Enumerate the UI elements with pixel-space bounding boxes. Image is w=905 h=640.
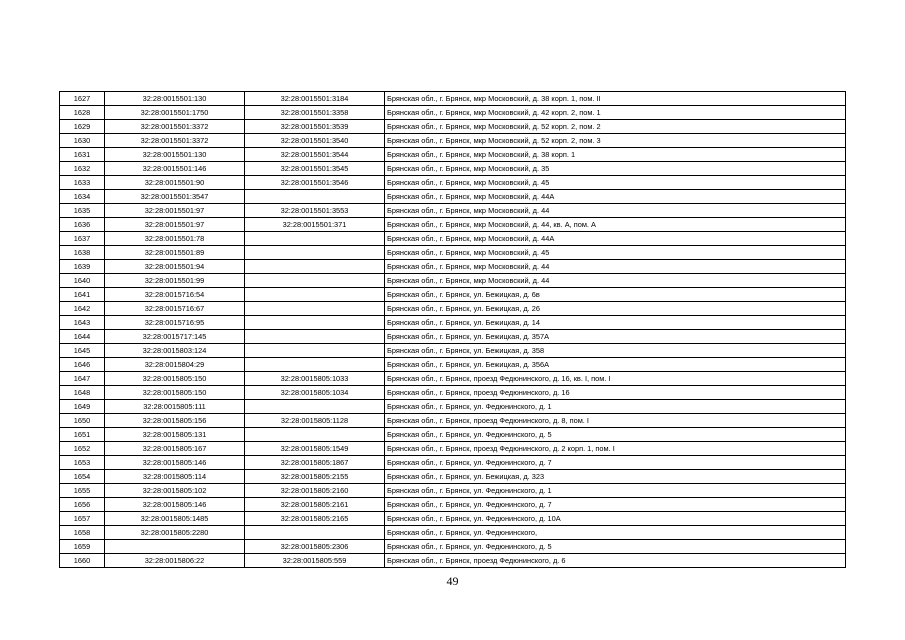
cadastral-number-cell: 32:28:0015501:78 — [105, 232, 245, 246]
table-row — [60, 246, 846, 260]
row-number-cell: 1654 — [60, 470, 105, 484]
cadastral-number-cell: 32:28:0015716:67 — [105, 302, 245, 316]
cadastral-number-cell: 32:28:0015716:95 — [105, 316, 245, 330]
row-number-cell: 1657 — [60, 512, 105, 526]
row-number-cell: 1645 — [60, 344, 105, 358]
cadastral-number-cell: 32:28:0015805:114 — [105, 470, 245, 484]
cadastral-number-cell — [105, 540, 245, 554]
row-number-cell: 1644 — [60, 330, 105, 344]
row-number-cell: 1646 — [60, 358, 105, 372]
address-cell: Брянская обл., г. Брянск, ул. Бежицкая, д. 358 — [385, 344, 846, 358]
row-number-cell: 1658 — [60, 526, 105, 540]
address-cell: Брянская обл., г. Брянск, ул. Бежицкая, д. 14 — [385, 316, 846, 330]
cadastral-number-cell: 32:28:0015805:146 — [105, 456, 245, 470]
linked-cadastral-number-cell — [245, 400, 385, 414]
cadastral-number-cell: 32:28:0015806:22 — [105, 554, 245, 568]
address-cell: Брянская обл., г. Брянск, ул. Бежицкая, д. 323 — [385, 470, 846, 484]
linked-cadastral-number-cell: 32:28:0015805:1549 — [245, 442, 385, 456]
linked-cadastral-number-cell: 32:28:0015805:1034 — [245, 386, 385, 400]
linked-cadastral-number-cell: 32:28:0015805:1033 — [245, 372, 385, 386]
address-cell: Брянская обл., г. Брянск, ул. Федюнинского, д. 10А — [385, 512, 846, 526]
linked-cadastral-number-cell: 32:28:0015501:3546 — [245, 176, 385, 190]
table-row — [60, 428, 846, 442]
linked-cadastral-number-cell — [245, 526, 385, 540]
address-cell: Брянская обл., г. Брянск, мкр Московский, д. 45 — [385, 246, 846, 260]
linked-cadastral-number-cell — [245, 288, 385, 302]
cadastral-number-cell: 32:28:0015805:1485 — [105, 512, 245, 526]
linked-cadastral-number-cell — [245, 232, 385, 246]
row-number-cell: 1651 — [60, 428, 105, 442]
table-row — [60, 232, 846, 246]
cadastral-number-cell: 32:28:0015804:29 — [105, 358, 245, 372]
cadastral-number-cell: 32:28:0015805:131 — [105, 428, 245, 442]
address-cell: Брянская обл., г. Брянск, мкр Московский, д. 52 корп. 2, пом. 2 — [385, 120, 846, 134]
row-number-cell: 1630 — [60, 134, 105, 148]
address-cell: Брянская обл., г. Брянск, ул. Федюнинского, — [385, 526, 846, 540]
address-cell: Брянская обл., г. Брянск, проезд Федюнинского, д. 2 корп. 1, пом. I — [385, 442, 846, 456]
table-row — [60, 260, 846, 274]
cadastral-number-cell: 32:28:0015805:150 — [105, 372, 245, 386]
table-row — [60, 162, 846, 176]
address-cell: Брянская обл., г. Брянск, ул. Федюнинского, д. 1 — [385, 400, 846, 414]
linked-cadastral-number-cell — [245, 358, 385, 372]
address-cell: Брянская обл., г. Брянск, ул. Федюнинского, д. 5 — [385, 540, 846, 554]
table-row — [60, 190, 846, 204]
address-cell: Брянская обл., г. Брянск, проезд Федюнинского, д. 16 — [385, 386, 846, 400]
table-row — [60, 344, 846, 358]
row-number-cell: 1640 — [60, 274, 105, 288]
address-cell: Брянская обл., г. Брянск, ул. Бежицкая, д. 357А — [385, 330, 846, 344]
linked-cadastral-number-cell: 32:28:0015501:3539 — [245, 120, 385, 134]
linked-cadastral-number-cell — [245, 330, 385, 344]
cadastral-number-cell: 32:28:0015501:97 — [105, 218, 245, 232]
row-number-cell: 1628 — [60, 106, 105, 120]
address-cell: Брянская обл., г. Брянск, мкр Московский, д. 44 — [385, 274, 846, 288]
linked-cadastral-number-cell: 32:28:0015805:2306 — [245, 540, 385, 554]
address-cell: Брянская обл., г. Брянск, ул. Бежицкая, д. 356А — [385, 358, 846, 372]
table-row — [60, 540, 846, 554]
linked-cadastral-number-cell — [245, 316, 385, 330]
row-number-cell: 1639 — [60, 260, 105, 274]
table-row — [60, 414, 846, 428]
linked-cadastral-number-cell — [245, 260, 385, 274]
table-row — [60, 386, 846, 400]
address-cell: Брянская обл., г. Брянск, мкр Московский, д. 35 — [385, 162, 846, 176]
cadastral-number-cell: 32:28:0015805:167 — [105, 442, 245, 456]
row-number-cell: 1634 — [60, 190, 105, 204]
cadastral-number-cell: 32:28:0015501:3547 — [105, 190, 245, 204]
cadastral-number-cell: 32:28:0015803:124 — [105, 344, 245, 358]
table-row — [60, 288, 846, 302]
address-cell: Брянская обл., г. Брянск, мкр Московский, д. 42 корп. 2, пом. 1 — [385, 106, 846, 120]
table-row — [60, 372, 846, 386]
cadastral-number-cell: 32:28:0015501:89 — [105, 246, 245, 260]
page-number: 49 — [446, 574, 459, 588]
cadastral-number-cell: 32:28:0015805:102 — [105, 484, 245, 498]
linked-cadastral-number-cell: 32:28:0015501:3545 — [245, 162, 385, 176]
table-row — [60, 274, 846, 288]
row-number-cell: 1660 — [60, 554, 105, 568]
row-number-cell: 1629 — [60, 120, 105, 134]
row-number-cell: 1638 — [60, 246, 105, 260]
linked-cadastral-number-cell: 32:28:0015805:2165 — [245, 512, 385, 526]
address-cell: Брянская обл., г. Брянск, проезд Федюнинского, д. 8, пом. I — [385, 414, 846, 428]
table-row — [60, 512, 846, 526]
linked-cadastral-number-cell: 32:28:0015501:3544 — [245, 148, 385, 162]
linked-cadastral-number-cell — [245, 428, 385, 442]
row-number-cell: 1642 — [60, 302, 105, 316]
linked-cadastral-number-cell — [245, 274, 385, 288]
address-cell: Брянская обл., г. Брянск, ул. Бежицкая, д. 6в — [385, 288, 846, 302]
row-number-cell: 1643 — [60, 316, 105, 330]
linked-cadastral-number-cell: 32:28:0015805:559 — [245, 554, 385, 568]
linked-cadastral-number-cell: 32:28:0015805:2161 — [245, 498, 385, 512]
row-number-cell: 1650 — [60, 414, 105, 428]
table-row — [60, 106, 846, 120]
row-number-cell: 1655 — [60, 484, 105, 498]
address-cell: Брянская обл., г. Брянск, мкр Московский, д. 52 корп. 2, пом. 3 — [385, 134, 846, 148]
linked-cadastral-number-cell: 32:28:0015501:3358 — [245, 106, 385, 120]
table-row — [60, 148, 846, 162]
address-cell: Брянская обл., г. Брянск, ул. Федюнинского, д. 1 — [385, 484, 846, 498]
row-number-cell: 1656 — [60, 498, 105, 512]
cadastral-number-cell: 32:28:0015501:3372 — [105, 120, 245, 134]
table-row — [60, 134, 846, 148]
address-cell: Брянская обл., г. Брянск, мкр Московский, д. 44 — [385, 260, 846, 274]
address-cell: Брянская обл., г. Брянск, мкр Московский, д. 44А — [385, 232, 846, 246]
table-row — [60, 316, 846, 330]
table-row — [60, 218, 846, 232]
table-row — [60, 176, 846, 190]
cadastral-number-cell: 32:28:0015501:3372 — [105, 134, 245, 148]
table-row — [60, 302, 846, 316]
linked-cadastral-number-cell: 32:28:0015805:2155 — [245, 470, 385, 484]
table-row — [60, 498, 846, 512]
table-row — [60, 400, 846, 414]
address-cell: Брянская обл., г. Брянск, мкр Московский, д. 45 — [385, 176, 846, 190]
row-number-cell: 1633 — [60, 176, 105, 190]
address-cell: Брянская обл., г. Брянск, мкр Московский, д. 44 — [385, 204, 846, 218]
linked-cadastral-number-cell: 32:28:0015805:2160 — [245, 484, 385, 498]
row-number-cell: 1636 — [60, 218, 105, 232]
row-number-cell: 1649 — [60, 400, 105, 414]
linked-cadastral-number-cell: 32:28:0015501:3553 — [245, 204, 385, 218]
cadastral-number-cell: 32:28:0015501:99 — [105, 274, 245, 288]
table-row — [60, 330, 846, 344]
cadastral-number-cell: 32:28:0015805:146 — [105, 498, 245, 512]
table-row — [60, 526, 846, 540]
cadastral-number-cell: 32:28:0015501:97 — [105, 204, 245, 218]
cadastral-number-cell: 32:28:0015501:1750 — [105, 106, 245, 120]
registry-table — [59, 91, 846, 568]
row-number-cell: 1647 — [60, 372, 105, 386]
table-row — [60, 442, 846, 456]
cadastral-number-cell: 32:28:0015501:130 — [105, 148, 245, 162]
table-row — [60, 554, 846, 568]
cadastral-number-cell: 32:28:0015501:94 — [105, 260, 245, 274]
linked-cadastral-number-cell — [245, 190, 385, 204]
cadastral-number-cell: 32:28:0015805:150 — [105, 386, 245, 400]
row-number-cell: 1653 — [60, 456, 105, 470]
row-number-cell: 1652 — [60, 442, 105, 456]
row-number-cell: 1627 — [60, 92, 105, 106]
address-cell: Брянская обл., г. Брянск, ул. Федюнинского, д. 7 — [385, 456, 846, 470]
cadastral-number-cell: 32:28:0015805:156 — [105, 414, 245, 428]
row-number-cell: 1637 — [60, 232, 105, 246]
table-row — [60, 204, 846, 218]
address-cell: Брянская обл., г. Брянск, проезд Федюнинского, д. 16, кв. I, пом. I — [385, 372, 846, 386]
cadastral-number-cell: 32:28:0015805:2280 — [105, 526, 245, 540]
linked-cadastral-number-cell: 32:28:0015501:3184 — [245, 92, 385, 106]
address-cell: Брянская обл., г. Брянск, мкр Московский, д. 44А — [385, 190, 846, 204]
linked-cadastral-number-cell: 32:28:0015805:1128 — [245, 414, 385, 428]
linked-cadastral-number-cell — [245, 246, 385, 260]
linked-cadastral-number-cell — [245, 302, 385, 316]
cadastral-number-cell: 32:28:0015501:130 — [105, 92, 245, 106]
cadastral-number-cell: 32:28:0015805:111 — [105, 400, 245, 414]
address-cell: Брянская обл., г. Брянск, мкр Московский, д. 38 корп. 1 — [385, 148, 846, 162]
table-row — [60, 358, 846, 372]
row-number-cell: 1632 — [60, 162, 105, 176]
cadastral-number-cell: 32:28:0015501:146 — [105, 162, 245, 176]
linked-cadastral-number-cell: 32:28:0015501:371 — [245, 218, 385, 232]
address-cell: Брянская обл., г. Брянск, ул. Федюнинского, д. 7 — [385, 498, 846, 512]
row-number-cell: 1631 — [60, 148, 105, 162]
table-row — [60, 470, 846, 484]
table-row — [60, 92, 846, 106]
linked-cadastral-number-cell: 32:28:0015501:3540 — [245, 134, 385, 148]
cadastral-number-cell: 32:28:0015716:54 — [105, 288, 245, 302]
address-cell: Брянская обл., г. Брянск, мкр Московский, д. 38 корп. 1, пом. II — [385, 92, 846, 106]
row-number-cell: 1635 — [60, 204, 105, 218]
address-cell: Брянская обл., г. Брянск, ул. Федюнинского, д. 5 — [385, 428, 846, 442]
address-cell: Брянская обл., г. Брянск, проезд Федюнинского, д. 6 — [385, 554, 846, 568]
table-row — [60, 456, 846, 470]
address-cell: Брянская обл., г. Брянск, мкр Московский, д. 44, кв. А, пом. А — [385, 218, 846, 232]
linked-cadastral-number-cell — [245, 344, 385, 358]
row-number-cell: 1659 — [60, 540, 105, 554]
cadastral-number-cell: 32:28:0015717:145 — [105, 330, 245, 344]
row-number-cell: 1641 — [60, 288, 105, 302]
registry-table-body — [60, 92, 846, 568]
linked-cadastral-number-cell: 32:28:0015805:1867 — [245, 456, 385, 470]
row-number-cell: 1648 — [60, 386, 105, 400]
table-row — [60, 120, 846, 134]
address-cell: Брянская обл., г. Брянск, ул. Бежицкая, д. 26 — [385, 302, 846, 316]
table-row — [60, 484, 846, 498]
cadastral-number-cell: 32:28:0015501:90 — [105, 176, 245, 190]
